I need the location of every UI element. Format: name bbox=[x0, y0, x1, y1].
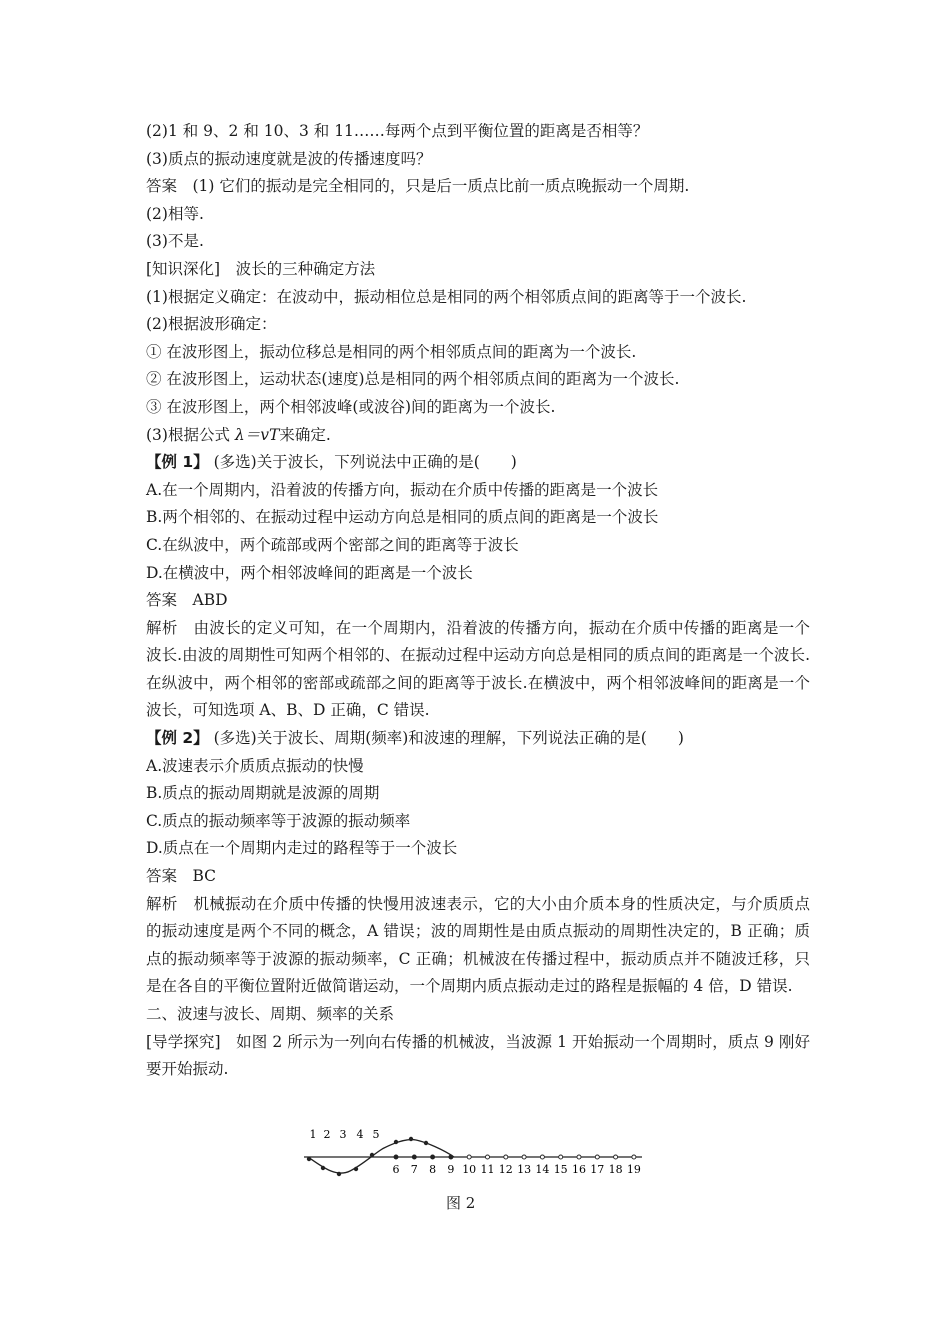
bottom-label: 13 bbox=[517, 1163, 532, 1176]
axis-point bbox=[540, 1155, 544, 1159]
bottom-label: 15 bbox=[553, 1163, 568, 1176]
example-1-question: (多选)关于波长，下列说法中正确的是( ) bbox=[208, 453, 517, 472]
bottom-label: 10 bbox=[462, 1163, 477, 1176]
example-1-stem bbox=[146, 449, 810, 477]
answer-2: (2)相等. bbox=[146, 204, 204, 223]
displaced-point bbox=[321, 1166, 325, 1170]
crest-point bbox=[424, 1141, 428, 1145]
bottom-labels bbox=[393, 1163, 641, 1176]
displaced-point bbox=[370, 1153, 374, 1157]
example-2-option-d: D.质点在一个周期内走过的路程等于一个波长 bbox=[146, 839, 458, 858]
document-body bbox=[146, 118, 810, 1084]
example-1-option-a: A.在一个周期内，沿着波的传播方向，振动在介质中传播的距离是一个波长 bbox=[146, 480, 659, 499]
bottom-label: 12 bbox=[498, 1163, 513, 1176]
bottom-label: 17 bbox=[590, 1163, 605, 1176]
axis-point bbox=[632, 1155, 636, 1159]
example-2-analysis: 解析 机械振动在介质中传播的快慢用波速表示，它的大小由介质本身的性质决定，与介质质点的振动速度是两个不同的概念，A 错误；波的周期性是由质点振动的周期性决定的，B 正确；质点的振动频率等于波源的振动频率，C 正确；机械波在传播过程中，振动质点并不随波迁移，只是在各自的平衡位置附近做简谐运动，一个周期内质点振动走过的路程是振幅的 4 倍，D 错误. bbox=[146, 894, 810, 996]
example-2-answer: 答案 BC bbox=[146, 867, 217, 886]
question-3: (3)质点的振动速度就是波的传播速度吗？ bbox=[146, 149, 432, 168]
method-3-suffix: 来确定. bbox=[279, 425, 331, 444]
method-3-prefix: (3)根据公式 bbox=[146, 425, 235, 444]
axis-point bbox=[412, 1155, 416, 1159]
top-label: 5 bbox=[372, 1128, 380, 1141]
bottom-label: 7 bbox=[410, 1163, 418, 1176]
top-label: 4 bbox=[356, 1128, 364, 1141]
example-1-option-c: C.在纵波中，两个疏部或两个密部之间的距离等于波长 bbox=[146, 535, 519, 554]
displaced-point bbox=[354, 1167, 358, 1171]
axis-point bbox=[522, 1155, 526, 1159]
example-1-tag: 【例 1】 bbox=[146, 453, 209, 472]
bottom-label: 11 bbox=[480, 1163, 495, 1176]
example-1-analysis: 解析 由波长的定义可知，在一个周期内，沿着波的传播方向，振动在介质中传播的距离是一个波长.由波的周期性可知两个相邻的、在振动过程中运动方向总是相同的质点间的距离是一个波长.在纵波中，两个相邻的密部或疏部之间的距离等于波长.在横波中，两个相邻波峰间的距离是一个波长，可知选项 A、B、D 正确，C 错误. bbox=[146, 618, 810, 720]
axis-point bbox=[504, 1155, 508, 1159]
wave-figure bbox=[296, 1126, 656, 1186]
axis-point bbox=[595, 1155, 599, 1159]
knowledge-deepening-heading: [知识深化] 波长的三种确定方法 bbox=[146, 259, 376, 278]
example-2-option-c: C.质点的振动频率等于波源的振动频率 bbox=[146, 811, 411, 830]
crest-point bbox=[394, 1140, 398, 1144]
answer-1: 答案 (1) 它们的振动是完全相同的，只是后一质点比前一质点晚振动一个周期. bbox=[146, 177, 690, 196]
method-1: (1)根据定义确定：在波动中，振动相位总是相同的两个相邻质点间的距离等于一个波长. bbox=[146, 287, 747, 306]
guided-inquiry: [导学探究] 如图 2 所示为一列向右传播的机械波，当波源 1 开始振动一个周期时，质点 9 刚好要开始振动. bbox=[146, 1032, 810, 1079]
top-label: 1 bbox=[309, 1128, 317, 1141]
method-3 bbox=[146, 422, 810, 450]
bottom-label: 18 bbox=[608, 1163, 623, 1176]
bottom-label: 16 bbox=[572, 1163, 586, 1176]
top-label: 3 bbox=[339, 1128, 347, 1141]
axis-point bbox=[486, 1155, 490, 1159]
top-label: 2 bbox=[323, 1128, 331, 1141]
axis-point bbox=[467, 1155, 471, 1159]
wavelength-formula: λ＝vT bbox=[234, 425, 280, 444]
example-2-question: (多选)关于波长、周期(频率)和波速的理解，下列说法正确的是( ) bbox=[208, 729, 684, 748]
axis-point bbox=[559, 1155, 563, 1159]
method-2: (2)根据波形确定： bbox=[146, 315, 277, 334]
axis-point bbox=[394, 1155, 398, 1159]
example-2-tag: 【例 2】 bbox=[146, 729, 209, 748]
example-1-option-d: D.在横波中，两个相邻波峰间的距离是一个波长 bbox=[146, 563, 473, 582]
displaced-point bbox=[337, 1172, 341, 1176]
bottom-label: 9 bbox=[447, 1163, 455, 1176]
example-1-option-b: B.两个相邻的、在振动过程中运动方向总是相同的质点间的距离是一个波长 bbox=[146, 508, 659, 527]
bottom-label: 14 bbox=[535, 1163, 550, 1176]
bottom-label: 8 bbox=[429, 1163, 437, 1176]
axis-point bbox=[614, 1155, 618, 1159]
example-1-answer: 答案 ABD bbox=[146, 591, 228, 610]
axis-point bbox=[449, 1155, 453, 1159]
axis-point bbox=[431, 1155, 435, 1159]
section-2-heading: 二、波速与波长、周期、频率的关系 bbox=[146, 1005, 395, 1023]
example-2-option-b: B.质点的振动周期就是波源的周期 bbox=[146, 784, 380, 803]
bottom-label: 6 bbox=[392, 1163, 400, 1176]
bottom-label: 19 bbox=[626, 1163, 641, 1176]
axis-point bbox=[577, 1155, 581, 1159]
top-labels bbox=[310, 1128, 380, 1141]
example-2-option-a: A.波速表示介质质点振动的快慢 bbox=[146, 756, 364, 775]
displaced-point bbox=[307, 1157, 311, 1161]
figure-caption: 图 2 bbox=[446, 1194, 476, 1212]
method-2-item-1: ① 在波形图上，振动位移总是相同的两个相邻质点间的距离为一个波长. bbox=[146, 342, 637, 361]
crest-point bbox=[409, 1137, 413, 1141]
answer-3: (3)不是. bbox=[146, 232, 204, 251]
example-2-stem bbox=[146, 725, 810, 753]
method-2-item-2: ② 在波形图上，运动状态(速度)总是相同的两个相邻质点间的距离为一个波长. bbox=[146, 370, 680, 389]
question-2: (2)1 和 9、2 和 10、3 和 11……每两个点到平衡位置的距离是否相等？ bbox=[146, 122, 649, 140]
method-2-item-3: ③ 在波形图上，两个相邻波峰(或波谷)间的距离为一个波长. bbox=[146, 397, 556, 416]
